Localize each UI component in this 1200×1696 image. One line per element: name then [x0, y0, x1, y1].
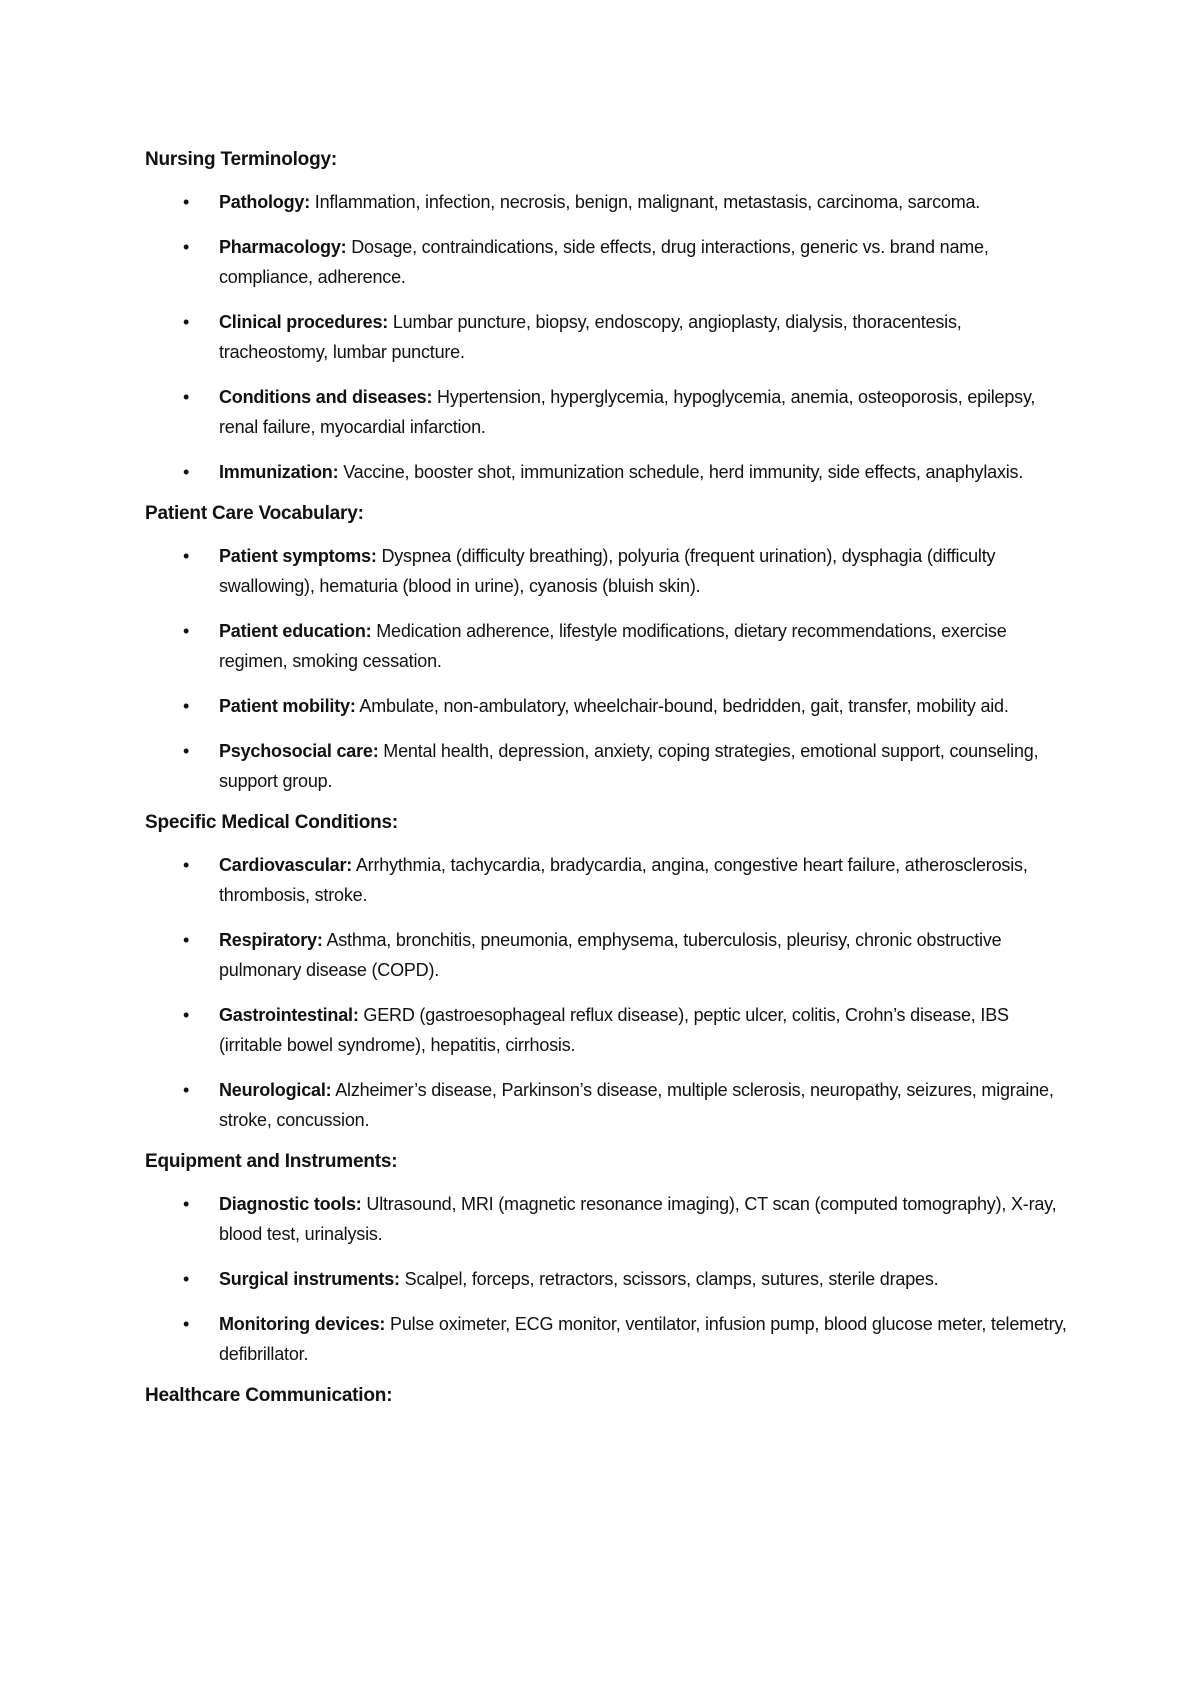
- term-name: Patient mobility:: [219, 696, 356, 716]
- term-description: Ultrasound, MRI (magnetic resonance imaging), CT scan (computed tomography), X-ray, blood test, urinalysis.: [219, 1194, 1057, 1244]
- list-item: [145, 616, 1075, 676]
- term-name: Surgical instruments:: [219, 1269, 400, 1289]
- list-item: [145, 382, 1075, 442]
- list-item: [145, 232, 1075, 292]
- bullet-icon: •: [183, 621, 190, 641]
- term-name: Respiratory:: [219, 930, 323, 950]
- term-list: [145, 1189, 1075, 1369]
- term-description: GERD (gastroesophageal reflux disease), peptic ulcer, colitis, Crohn’s disease, IBS (irritable bowel syndrome), hepatitis, cirrhosis.: [219, 1005, 1009, 1055]
- section-heading: Specific Medical Conditions:: [145, 812, 399, 833]
- term-name: Cardiovascular:: [219, 855, 353, 875]
- term-description: Hypertension, hyperglycemia, hypoglycemia, anemia, osteoporosis, epilepsy, renal failure, myocardial infarction.: [219, 387, 1036, 437]
- term-description: Vaccine, booster shot, immunization schedule, herd immunity, side effects, anaphylaxis.: [338, 462, 1024, 482]
- term-name: Conditions and diseases:: [219, 387, 433, 407]
- term-description: Medication adherence, lifestyle modifications, dietary recommendations, exercise regimen, smoking cessation.: [219, 621, 1007, 671]
- list-item: [145, 1264, 1075, 1294]
- term-description: Ambulate, non-ambulatory, wheelchair-bound, bedridden, gait, transfer, mobility aid.: [355, 696, 1009, 716]
- bullet-icon: •: [183, 855, 190, 875]
- term-description: Mental health, depression, anxiety, coping strategies, emotional support, counseling, support group.: [219, 741, 1039, 791]
- bullet-icon: •: [183, 1005, 190, 1025]
- term-name: Pathology:: [219, 192, 310, 212]
- list-item: [145, 691, 1075, 721]
- bullet-icon: •: [183, 1314, 190, 1334]
- bullet-icon: •: [183, 1269, 190, 1289]
- list-item: [145, 1309, 1075, 1369]
- list-item: [145, 307, 1075, 367]
- term-description: Pulse oximeter, ECG monitor, ventilator, infusion pump, blood glucose meter, telemetry, defibrillator.: [219, 1314, 1067, 1364]
- section: [145, 499, 1075, 796]
- term-name: Patient education:: [219, 621, 372, 641]
- list-item: [145, 187, 1075, 217]
- term-description: Dosage, contraindications, side effects, drug interactions, generic vs. brand name, compliance, adherence.: [219, 237, 989, 287]
- term-name: Diagnostic tools:: [219, 1194, 362, 1214]
- document-body: [145, 145, 1075, 1423]
- list-item: [145, 736, 1075, 796]
- list-item: [145, 1075, 1075, 1135]
- list-item: [145, 850, 1075, 910]
- section-heading: Nursing Terminology:: [145, 149, 337, 170]
- bullet-icon: •: [183, 696, 190, 716]
- section: [145, 808, 1075, 1135]
- bullet-icon: •: [183, 741, 190, 761]
- section: [145, 1381, 1075, 1411]
- section: [145, 145, 1075, 487]
- term-description: Lumbar puncture, biopsy, endoscopy, angioplasty, dialysis, thoracentesis, tracheostomy, lumbar puncture.: [219, 312, 962, 362]
- bullet-icon: •: [183, 546, 190, 566]
- term-list: [145, 541, 1075, 796]
- term-name: Monitoring devices:: [219, 1314, 386, 1334]
- term-description: Arrhythmia, tachycardia, bradycardia, angina, congestive heart failure, atherosclerosis, thrombosis, stroke.: [219, 855, 1028, 905]
- term-description: Alzheimer’s disease, Parkinson’s disease, multiple sclerosis, neuropathy, seizures, migraine, stroke, concussion.: [219, 1080, 1054, 1130]
- term-name: Psychosocial care:: [219, 741, 379, 761]
- term-description: Asthma, bronchitis, pneumonia, emphysema, tuberculosis, pleurisy, chronic obstructive pulmonary disease (COPD).: [219, 930, 1002, 980]
- bullet-icon: •: [183, 312, 190, 332]
- term-description: Inflammation, infection, necrosis, benign, malignant, metastasis, carcinoma, sarcoma.: [310, 192, 981, 212]
- bullet-icon: •: [183, 930, 190, 950]
- term-list: [145, 187, 1075, 487]
- bullet-icon: •: [183, 462, 190, 482]
- list-item: [145, 1000, 1075, 1060]
- term-name: Immunization:: [219, 462, 339, 482]
- section-heading: Healthcare Communication:: [145, 1385, 393, 1406]
- term-name: Pharmacology:: [219, 237, 347, 257]
- section: [145, 1147, 1075, 1369]
- bullet-icon: •: [183, 192, 190, 212]
- list-item: [145, 541, 1075, 601]
- term-description: Scalpel, forceps, retractors, scissors, clamps, sutures, sterile drapes.: [399, 1269, 939, 1289]
- bullet-icon: •: [183, 1194, 190, 1214]
- term-name: Gastrointestinal:: [219, 1005, 359, 1025]
- list-item: [145, 1189, 1075, 1249]
- term-name: Patient symptoms:: [219, 546, 377, 566]
- bullet-icon: •: [183, 387, 190, 407]
- term-name: Neurological:: [219, 1080, 332, 1100]
- bullet-icon: •: [183, 237, 190, 257]
- section-heading: Equipment and Instruments:: [145, 1151, 398, 1172]
- term-name: Clinical procedures:: [219, 312, 389, 332]
- term-description: Dyspnea (difficulty breathing), polyuria (frequent urination), dysphagia (difficulty swallowing), hematuria (blood in urine), cyanosis (bluish skin).: [219, 546, 996, 596]
- list-item: [145, 457, 1075, 487]
- bullet-icon: •: [183, 1080, 190, 1100]
- section-heading: Patient Care Vocabulary:: [145, 503, 364, 524]
- list-item: [145, 925, 1075, 985]
- term-list: [145, 850, 1075, 1135]
